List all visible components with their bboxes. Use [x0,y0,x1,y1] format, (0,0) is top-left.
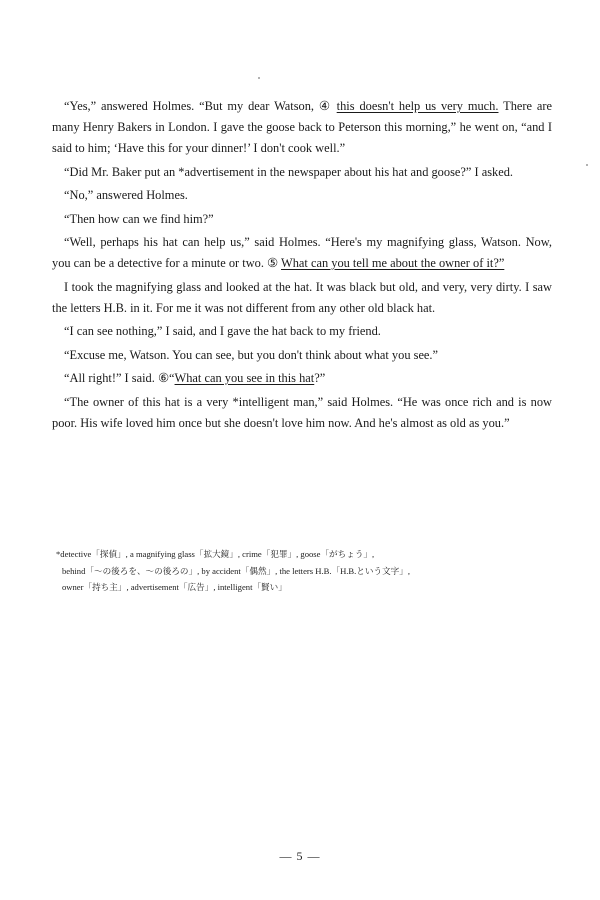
p9-text-b: ?” [314,371,326,385]
paragraph-8: “Excuse me, Watson. You can see, but you don't think about what you see.” [64,347,439,362]
paragraph-2: “Did Mr. Baker put an *advertisement in the newspaper about his hat and goose?” I asked. [64,164,514,179]
paragraph-10: “The owner of this hat is a very *intelligent man,” said Holmes. “He was once rich and is now poor. His wife loved him once but she doesn't love him now. And he's almost as old as you.” [52,394,552,430]
question-marker-6: ⑥ [157,371,170,385]
paragraph-7: “I can see nothing,” I said, and I gave the hat back to my friend. [64,324,381,338]
paragraph-9 [52,368,552,389]
p9-text-a: “All right!” I said. [64,371,158,385]
p9-quote-open: “ [169,371,175,385]
scan-speck [586,164,588,166]
story-text [52,96,552,436]
page-number: — 5 — [279,849,321,863]
paragraph-1 [52,96,552,159]
footnote-line-2: behind「～の後ろを、～の後ろの」, by accident「偶然」, the letters H.B.「H.B.という文字」, [62,565,411,576]
question-marker-5: ⑤ [267,256,279,270]
footnote-line-1: *detective「探偵」, a magnifying glass「拡大鏡」, crime「犯罪」, goose「がちょう」, [56,549,375,559]
scan-speck [258,77,260,79]
footnote-line-3: owner「持ち主」, advertisement「広告」, intelligent「賢い」 [62,582,287,592]
question-marker-4: ④ [318,99,332,113]
underlined-phrase-6: What can you see in this hat [174,371,315,385]
paragraph-3: “No,” answered Holmes. [64,188,188,202]
paragraph-4: “Then how can we find him?” [64,211,214,226]
p5-text-a: “Well, perhaps his hat can help us,” said Holmes. “Here's my magnifying glass, Watson. Now, you can be a detective for a minute or two. [52,235,552,270]
paragraph-5 [52,232,552,274]
p1-text-b: There are many Henry Bakers in London. I gave the goose back to Peterson this morning,” he went on, “and I said to him; ‘Have this for your dinner!’ I don't cook well.” [52,99,553,155]
p1-text-a: “Yes,” answered Holmes. “But my dear Watson, [64,99,319,113]
paragraph-6: I took the magnifying glass and looked at the hat. It was black but old, and very, very dirty. I saw the letters H.B. in it. For me it was not different from any other old black hat. [52,279,552,315]
vocabulary-footnote [56,546,556,596]
underlined-phrase-5: What can you tell me about the owner of it?” [281,256,505,270]
underlined-phrase-4: this doesn't help us very much. [336,99,499,113]
